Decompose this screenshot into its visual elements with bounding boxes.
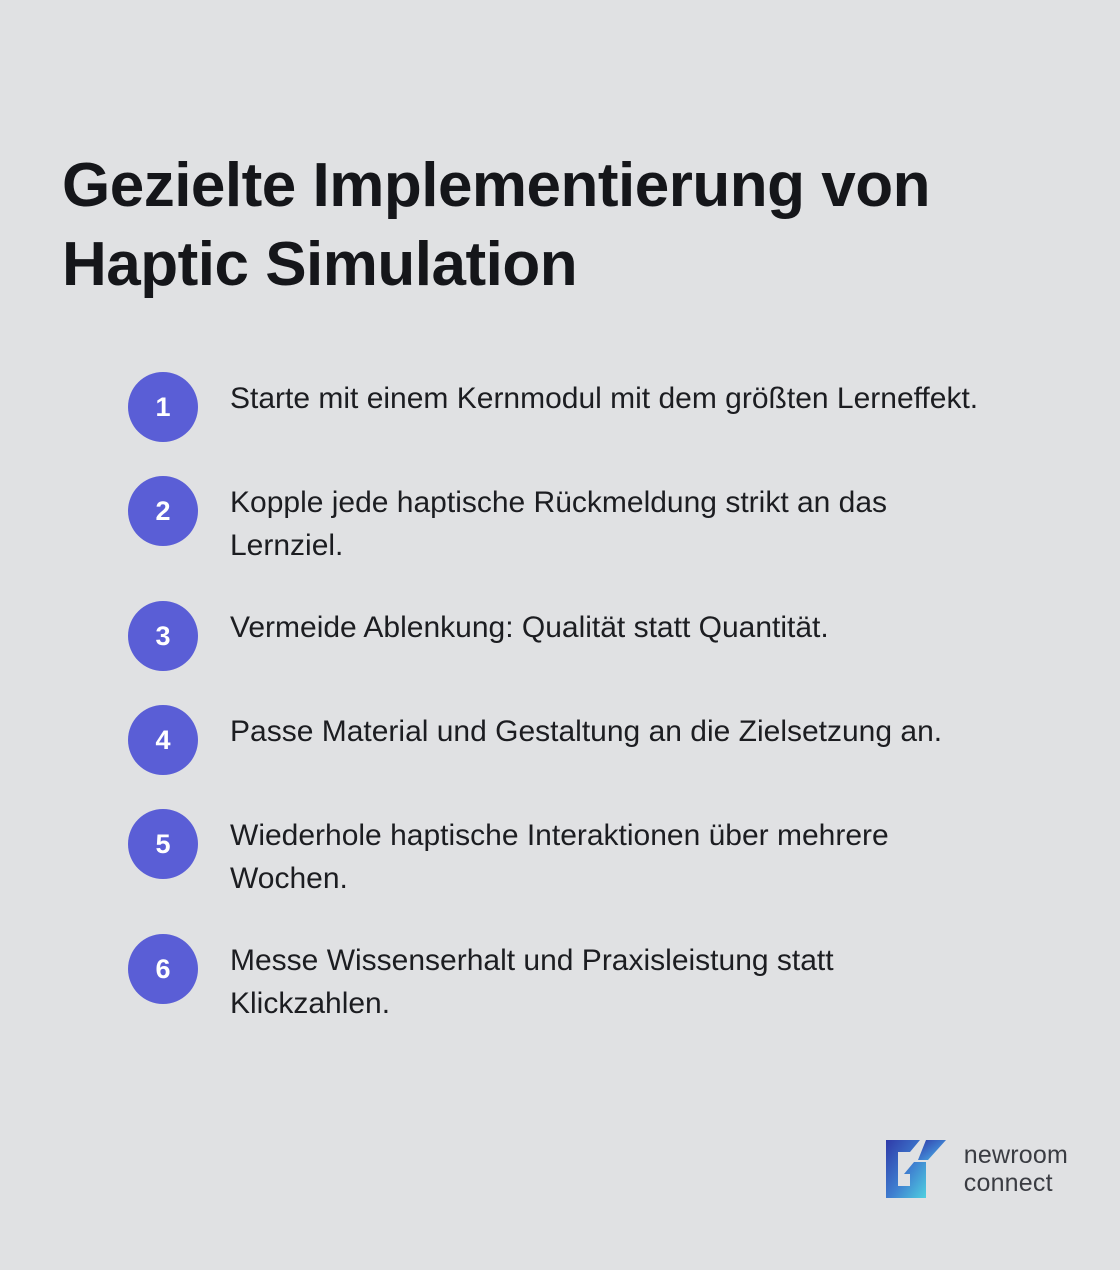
list-item-text: Starte mit einem Kernmodul mit dem größten Lerneffekt. xyxy=(230,382,979,415)
list-item-number: 5 xyxy=(128,809,198,879)
list-item xyxy=(128,599,1028,671)
list-item xyxy=(128,703,1028,775)
page-title: Gezielte Implementierung von Haptic Simulation xyxy=(62,150,930,299)
logo-line-2: connect xyxy=(963,1169,1053,1197)
logo-line-1: newroom xyxy=(963,1141,1068,1169)
newroom-connect-logo-icon xyxy=(880,1136,952,1202)
list-item-text: Wiederhole haptische Interaktionen über mehrere Wochen. xyxy=(230,819,889,895)
list-item-number: 3 xyxy=(128,601,198,671)
list-item-number: 2 xyxy=(128,476,198,546)
brand-logo xyxy=(880,1136,1068,1202)
list-item-text: Passe Material und Gestaltung an die Zielsetzung an. xyxy=(230,715,943,749)
list-item-text: Vermeide Ablenkung: Qualität statt Quantität. xyxy=(230,611,829,645)
numbered-list xyxy=(128,370,1028,1058)
list-item xyxy=(128,932,1028,1025)
list-item-number: 6 xyxy=(128,934,198,1004)
list-item-text: Kopple jede haptische Rückmeldung strikt an das Lernziel. xyxy=(230,486,888,562)
list-item xyxy=(128,807,1028,900)
list-item-number: 1 xyxy=(128,372,198,442)
logo-wordmark xyxy=(964,1141,1068,1197)
list-item xyxy=(128,474,1028,567)
list-item xyxy=(128,370,1028,442)
list-item-text: Messe Wissenserhalt und Praxisleistung statt Klickzahlen. xyxy=(230,944,834,1020)
list-item-number: 4 xyxy=(128,705,198,775)
